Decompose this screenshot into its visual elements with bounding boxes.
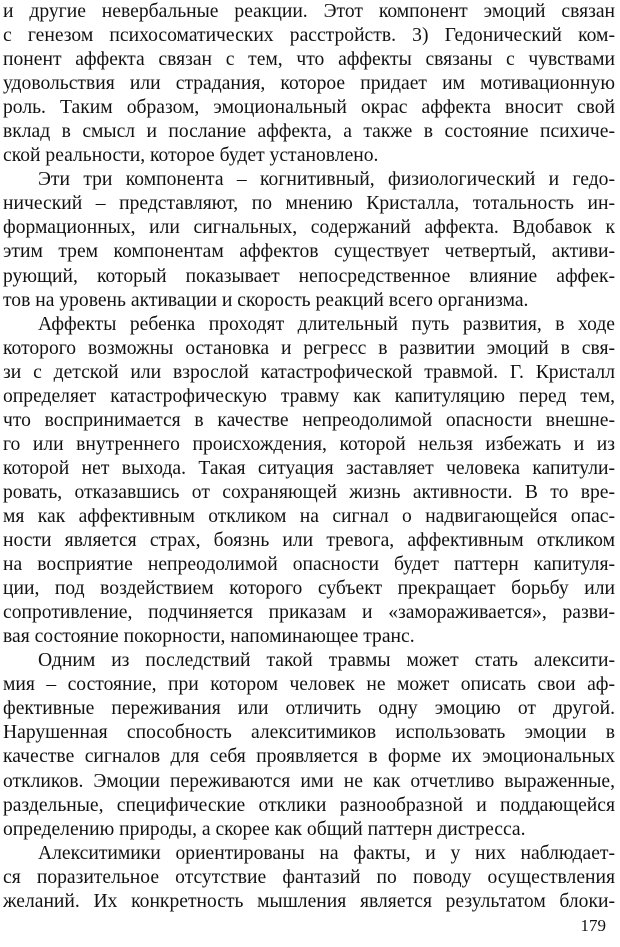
- text-line: фективные переживания или отличить одну эмоцию от другой.: [3, 698, 615, 720]
- text-line: что воспринимается в качестве непреодолимой опасности внешне-: [3, 409, 615, 431]
- text-line: Алекситимики ориентированы на факты, и у них наблюдает-: [38, 842, 615, 864]
- text-line: сопротивление, подчиняется приказам и «замораживается», разви-: [3, 602, 615, 624]
- text-line: определяет катастрофическую травму как капитуляцию перед тем,: [3, 385, 615, 407]
- text-line: Эти три компонента – когнитивный, физиологический и гедо-: [38, 169, 615, 191]
- text-line: рующий, который показывает непосредственное влияние аффек-: [3, 265, 615, 287]
- text-line: ности является страх, боязнь или тревога, аффективным откликом: [3, 530, 615, 552]
- text-line: определению природы, а скорее как общий паттерн дистресса.: [3, 818, 526, 840]
- text-line: Аффекты ребенка проходят длительный путь развития, в ходе: [38, 313, 615, 335]
- text-line: Нарушенная способность алекситимиков использовать эмоции в: [3, 722, 615, 744]
- text-line: с генезом психосоматических расстройств. 3) Гедонический ком-: [3, 25, 615, 47]
- text-line: которого возможны остановка и регресс в развитии эмоций в свя-: [3, 337, 615, 359]
- text-line: нический – представляют, по мнению Кристалла, тотальность ин-: [3, 193, 615, 215]
- text-line: этим трем компонентам аффектов существует четвертый, активи-: [3, 241, 615, 263]
- text-line: вклад в смысл и послание аффекта, а также в состояние психиче-: [3, 121, 615, 143]
- body-text: [3, 0, 615, 914]
- text-line: мя как аффективным откликом на сигнал о надвигающейся опас-: [3, 505, 615, 527]
- text-line: качестве сигналов для себя проявляется в форме их эмоциональных: [3, 746, 615, 768]
- page-number: 179: [580, 916, 606, 935]
- text-line: ровать, отказавшись от сохраняющей жизнь активности. В то вре-: [3, 481, 615, 503]
- text-line: мия – состояние, при котором человек не может описать свои аф-: [3, 674, 615, 696]
- text-line: понент аффекта связан с тем, что аффекты связаны с чувствами: [3, 49, 615, 71]
- text-line: ся поразительное отсутствие фантазий по поводу осуществления: [3, 866, 615, 888]
- text-line: ции, под воздействием которого субъект прекращает борьбу или: [3, 578, 615, 600]
- text-line: го или внутреннего происхождения, которой нельзя избежать и из: [3, 433, 615, 455]
- text-line: формационных, или сигнальных, содержаний аффекта. Вдобавок к: [3, 217, 615, 239]
- text-line: и другие невербальные реакции. Этот компонент эмоций связан: [3, 1, 615, 22]
- text-line: ской реальности, которое будет установлено.: [3, 145, 379, 167]
- text-line: откликов. Эмоции переживаются ими не как отчетливо выраженные,: [3, 770, 615, 792]
- text-line: зи с детской или взрослой катастрофической травмой. Г. Кристалл: [3, 361, 615, 383]
- text-line: роль. Таким образом, эмоциональный окрас аффекта вносит свой: [3, 97, 615, 119]
- text-line: вая состояние покорности, напоминающее транс.: [3, 626, 415, 648]
- text-line: тов на уровень активации и скорость реакций всего организма.: [3, 289, 529, 311]
- text-line: которой нет выхода. Такая ситуация заставляет человека капитули-: [3, 457, 615, 479]
- text-line: раздельные, специфические отклики разнообразной и поддающейся: [3, 794, 615, 816]
- text-line: желаний. Их конкретность мышления является результатом блоки-: [3, 890, 615, 912]
- text-line: на восприятие непреодолимой опасности будет паттерн капитуля-: [3, 554, 615, 576]
- text-line: Одним из последствий такой травмы может стать алексити-: [38, 650, 615, 672]
- text-line: удовольствия или страдания, которое придает им мотивационную: [3, 73, 615, 95]
